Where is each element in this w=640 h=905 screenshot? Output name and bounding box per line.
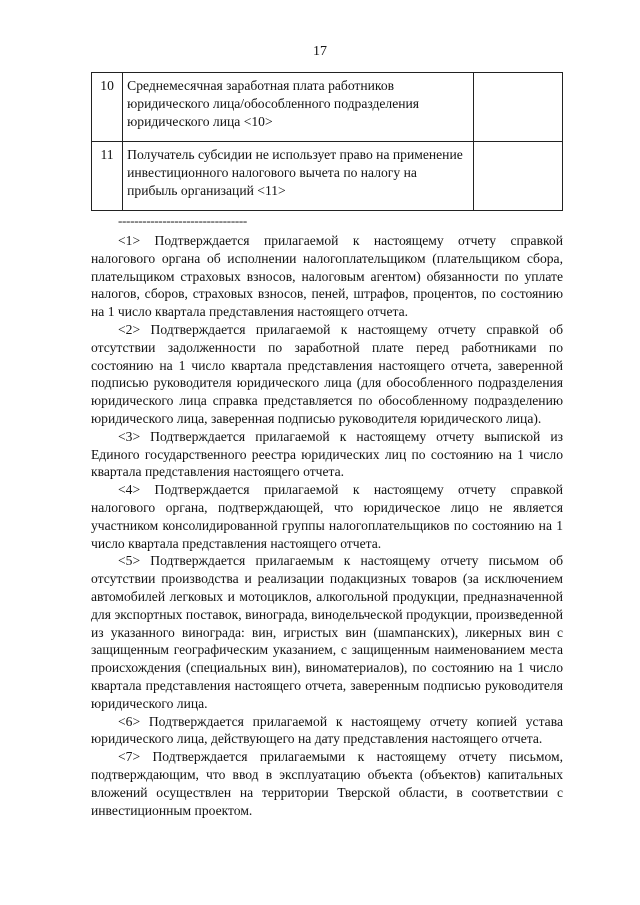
row-value-cell <box>473 73 562 142</box>
footnote-5: <5> Подтверждается прилагаемым к настоящему отчету письмом об отсутствии производства и реализации подакцизных товаров (за исключением автомобилей легковых и мотоциклов, алкогольной продукции, предназначенной для экспортных поставок, винограда, винодельческой продукции, произведенной из указанного винограда: вин, игристых вин (шампанских), ликерных вин с защищенным географическим указанием, с защищенным наименованием места происхождения (специальных вин), виноматериалов), по состоянию на 1 число квартала представления настоящего отчета, заверенным подписью руководителя юридического лица. <box>91 553 563 711</box>
row-value-cell <box>473 142 562 211</box>
footnotes <box>91 232 563 819</box>
row-number: 10 <box>92 73 123 142</box>
row-indicator-text: Среднемесячная заработная плата работников юридического лица/обособленного подразделения юридического лица <10> <box>123 73 473 142</box>
report-table <box>91 72 563 211</box>
page-number: 17 <box>313 44 327 59</box>
footnote-6: <6> Подтверждается прилагаемой к настоящему отчету копией устава юридического лица, действующего на дату представления настоящего отчета. <box>91 713 563 747</box>
table-row <box>92 142 563 211</box>
footnote-separator: -------------------------------- <box>118 213 247 228</box>
row-indicator-text: Получатель субсидии не использует право на применение инвестиционного налогового вычета по налогу на прибыль организаций <11> <box>123 142 473 211</box>
footnote-1: <1> Подтверждается прилагаемой к настоящему отчету справкой налогового органа об исполнении налогоплательщиком (плательщиком сбора, плательщиком страховых взносов, налоговым агентом) обязанности по уплате налогов, сборов, страховых взносов, пеней, штрафов, процентов, по состоянию на 1 число квартала представления настоящего отчета. <box>91 233 563 320</box>
footnote-4: <4> Подтверждается прилагаемой к настоящему отчету справкой налогового органа, подтверждающей, что юридическое лицо не является участником консолидированной группы налогоплательщиков по состоянию на 1 число квартала представления настоящего отчета. <box>91 482 563 551</box>
footnote-7: <7> Подтверждается прилагаемыми к настоящему отчету письмом, подтверждающим, что ввод в эксплуатацию объекта (объектов) капитальных вложений осуществлен на территории Тверской области, в соответствии с инвестиционным проектом. <box>91 749 563 818</box>
footnote-3: <3> Подтверждается прилагаемой к настоящему отчету выпиской из Единого государственного реестра юридических лиц по состоянию на 1 число квартала представления настоящего отчета. <box>91 428 563 480</box>
table-row <box>92 73 563 142</box>
footnote-2: <2> Подтверждается прилагаемой к настоящему отчету справкой об отсутствии задолженности по заработной плате перед работниками по состоянию на 1 число квартала представления настоящего отчета, заверенной подписью руководителя юридического лица (для обособленного подразделения юридического лица справка представляется по обособленному подразделению юридического лица, заверенная подписью руководителя юридического лица). <box>91 321 563 426</box>
row-number: 11 <box>92 142 123 211</box>
